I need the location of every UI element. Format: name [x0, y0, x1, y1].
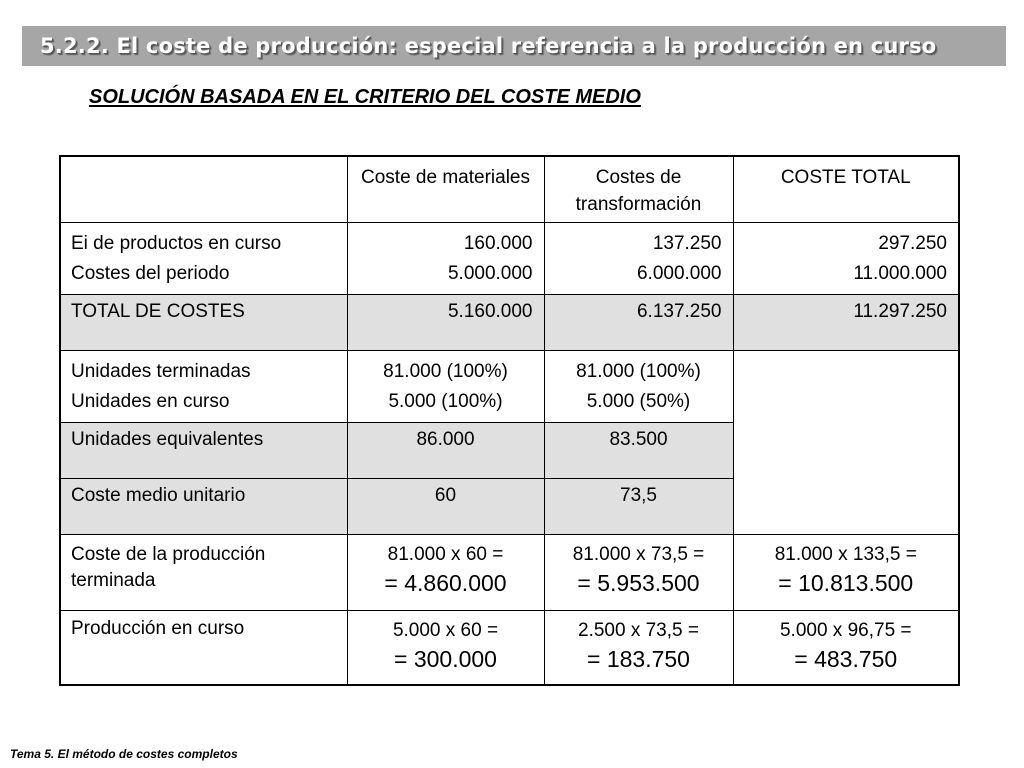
table-row-total-costes	[60, 294, 959, 350]
value-total-materiales: 5.160.000	[347, 294, 544, 350]
cell-total-costes	[733, 222, 959, 294]
cell-label-prod-terminada	[60, 534, 347, 610]
value-equivalentes-transformacion: 83.500	[544, 422, 733, 478]
value-periodo-total: 11.000.000	[853, 262, 947, 284]
formula-prod-curso-materiales: 5.000 x 60 =	[392, 619, 499, 641]
cell-labels-unidades	[60, 350, 347, 422]
header-materiales-text: Coste de materiales	[361, 167, 530, 188]
value-en-curso-materiales: 5.000 (100%)	[388, 390, 503, 412]
table-row-prod-curso	[60, 610, 959, 685]
value-total-transformacion: 6.137.250	[544, 294, 733, 350]
header-total-text: COSTE TOTAL	[780, 167, 911, 188]
cell-materiales-costes	[347, 222, 544, 294]
cell-prod-terminada-transformacion	[544, 534, 733, 610]
table-row-unidades	[60, 350, 959, 422]
result-prod-curso-total: = 483.750	[794, 645, 898, 672]
cell-prod-terminada-total	[733, 534, 959, 610]
label-ei: Ei de productos en curso	[71, 232, 282, 254]
result-prod-terminada-materiales: = 4.860.000	[384, 569, 507, 596]
cell-transformacion-unidades	[544, 350, 733, 422]
formula-prod-terminada-materiales: 81.000 x 60 =	[387, 543, 504, 565]
cell-total-unidades-empty	[733, 350, 959, 534]
slide-subtitle: SOLUCIÓN BASADA EN EL CRITERIO DEL COSTE MEDIO	[89, 86, 641, 108]
table-header-row	[60, 156, 959, 222]
cell-materiales-unidades	[347, 350, 544, 422]
label-total-costes: TOTAL DE COSTES	[60, 294, 347, 350]
title-bar	[22, 26, 1006, 66]
label-en-curso: Unidades en curso	[71, 390, 230, 412]
value-medio-transformacion: 73,5	[544, 478, 733, 534]
label-prod-terminada-2: terminada	[71, 569, 156, 591]
value-en-curso-transformacion: 5.000 (50%)	[586, 390, 691, 412]
label-medio-unitario: Coste medio unitario	[60, 478, 347, 534]
cell-labels-costes	[60, 222, 347, 294]
value-terminadas-materiales: 81.000 (100%)	[383, 360, 508, 382]
value-medio-materiales: 60	[347, 478, 544, 534]
cost-table	[59, 155, 960, 686]
value-equivalentes-materiales: 86.000	[347, 422, 544, 478]
label-terminadas: Unidades terminadas	[71, 360, 251, 382]
header-total	[733, 156, 959, 222]
slide-footer: Tema 5. El método de costes completos	[10, 747, 238, 761]
value-total-total: 11.297.250	[733, 294, 959, 350]
table-row-prod-terminada	[60, 534, 959, 610]
label-prod-terminada-1: Coste de la producción	[71, 543, 266, 565]
header-transformacion	[544, 156, 733, 222]
value-ei-total: 297.250	[878, 232, 947, 254]
result-prod-terminada-total: = 10.813.500	[778, 569, 914, 596]
formula-prod-curso-transformacion: 2.500 x 73,5 =	[578, 619, 699, 641]
cell-prod-curso-total	[733, 610, 959, 685]
value-ei-materiales: 160.000	[463, 232, 533, 254]
label-periodo: Costes del periodo	[71, 262, 230, 284]
formula-prod-curso-total: 5.000 x 96,75 =	[779, 619, 912, 641]
formula-prod-terminada-transformacion: 81.000 x 73,5 =	[572, 543, 705, 565]
value-periodo-materiales: 5.000.000	[447, 262, 533, 284]
header-transformacion-text: Costes de transformación	[575, 167, 702, 215]
formula-prod-terminada-total: 81.000 x 133,5 =	[774, 543, 917, 565]
result-prod-terminada-transformacion: = 5.953.500	[577, 569, 700, 596]
label-equivalentes: Unidades equivalentes	[60, 422, 347, 478]
result-prod-curso-transformacion: = 183.750	[587, 645, 690, 672]
cell-prod-terminada-materiales	[347, 534, 544, 610]
value-terminadas-transformacion: 81.000 (100%)	[576, 360, 701, 382]
cell-prod-curso-transformacion	[544, 610, 733, 685]
table-row-costes	[60, 222, 959, 294]
value-ei-transformacion: 137.250	[652, 232, 722, 254]
label-prod-curso: Producción en curso	[60, 610, 347, 685]
header-materiales	[347, 156, 544, 222]
header-empty-cell	[60, 156, 347, 222]
value-periodo-transformacion: 6.000.000	[636, 262, 722, 284]
cell-transformacion-costes	[544, 222, 733, 294]
cell-prod-curso-materiales	[347, 610, 544, 685]
slide-title: 5.2.2. El coste de producción: especial referencia a la producción en curso	[40, 34, 937, 58]
result-prod-curso-materiales: = 300.000	[394, 645, 497, 672]
